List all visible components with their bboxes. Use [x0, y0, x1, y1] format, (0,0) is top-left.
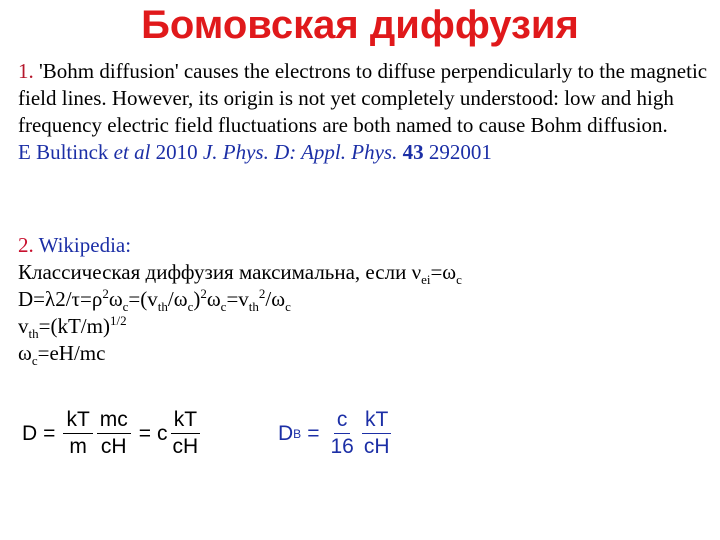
reference: E Bultinck et al 2010 J. Phys. D: Appl. Phys. 43 292001 [18, 140, 492, 164]
page-title: Бомовская диффузия [141, 3, 579, 47]
item-wikipedia [18, 232, 708, 367]
bohm-diffusion-formula: D B = $\frac{c}{16}$ $\frac{kT}{cH}$ [278, 408, 390, 458]
item-text: 'Bohm diffusion' causes the electrons to diffuse perpendicularly to the magnetic field lines. However, its origin is not yet completely understood: low and high frequency electric field fluctuations are both named to cause Bohm diffusion. [18, 59, 708, 137]
cyclotron-frequency-line: $\omega_c=eH/mc$ [18, 341, 106, 369]
classical-diffusion-formula: D = $\frac{kT}{m}$ $\frac{mc}{cH}$ = c $\frac{kT}{cH}$ [22, 408, 199, 458]
thermal-velocity-line: $v_{th}=(kT/m)^{1/2}$ [18, 313, 127, 342]
classic-diffusion-line: Классическая диффузия максимальна, если $\nu_{ei}=\omega_c$ [18, 260, 462, 288]
item-bohm-diffusion [18, 58, 708, 166]
source-label: Wikipedia: [33, 233, 132, 257]
item-number: 1. [18, 59, 34, 83]
formulas [22, 408, 390, 459]
diffusion-formula-line: $D=\lambda 2/\tau=\rho^2\omega_c=(v_{th}/\omega_c)^2\omega_c=v_{th}^2/\omega_c$ [18, 286, 291, 315]
item-number: 2. [18, 233, 34, 257]
